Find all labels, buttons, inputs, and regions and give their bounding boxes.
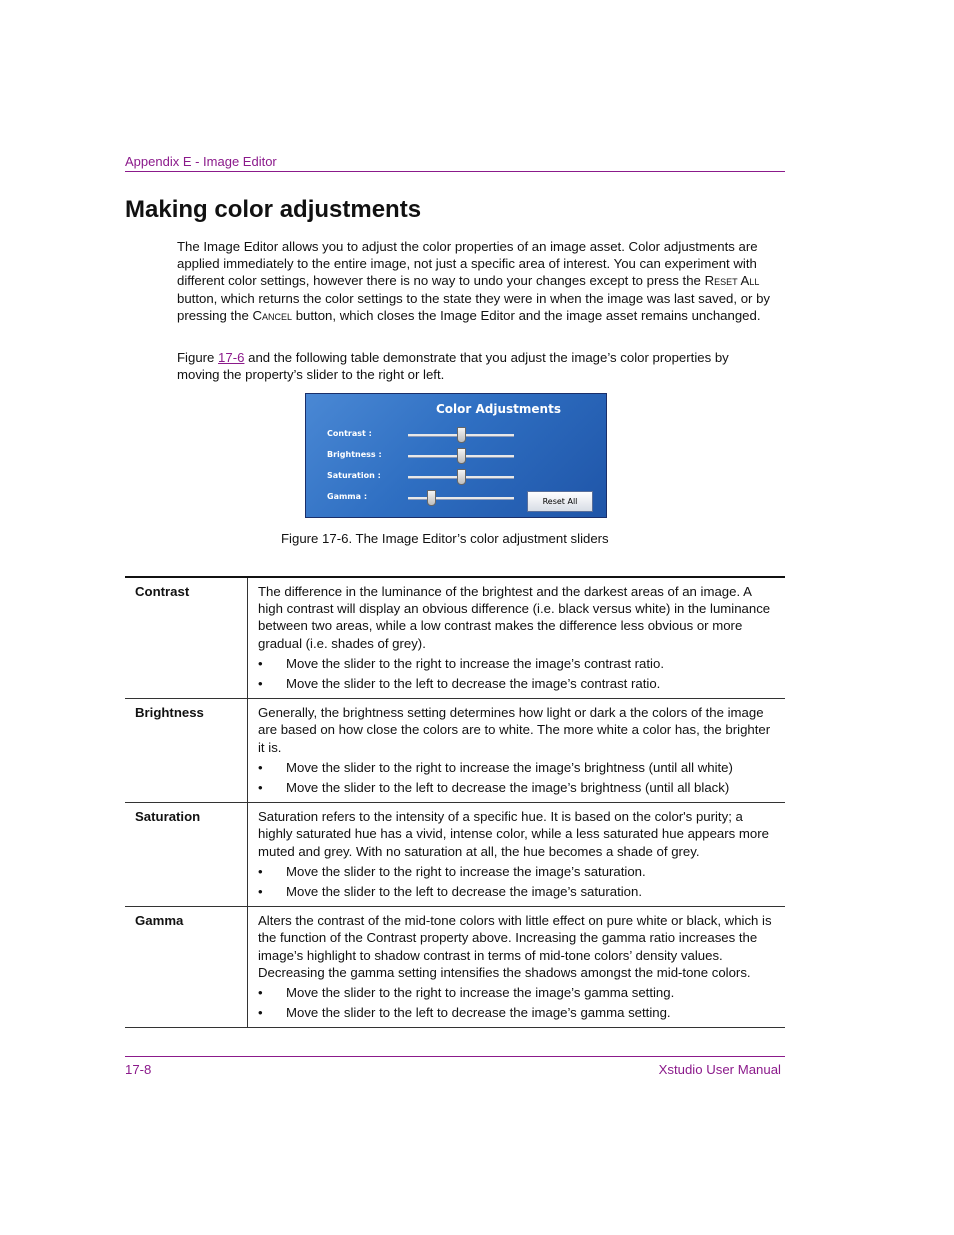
bullet-text: Move the slider to the left to decrease the image’s saturation. (286, 884, 643, 900)
bullet-marker: • (258, 780, 263, 796)
property-description-text: Saturation refers to the intensity of a specific hue. It is based on the color's purity; a highly saturated hue has a vivid, intense color, while a less saturated hue appears more muted and grey. With no saturation at all, the hue becomes a shade of grey. (258, 809, 769, 859)
property-description (248, 699, 785, 802)
page-number: 17-8 (125, 1062, 152, 1077)
intro-text-2: button, which returns the color settings to the state they were in when the image was last saved, or by pressing the (177, 290, 771, 323)
contrast-slider-thumb[interactable] (457, 427, 466, 443)
cancel-reference: Cancel (252, 307, 293, 323)
saturation-slider-row (327, 468, 607, 488)
property-description (248, 907, 785, 1027)
figure-link[interactable]: 17-6 (218, 350, 245, 365)
brightness-slider-track[interactable] (408, 455, 514, 458)
properties-table (125, 576, 785, 1028)
panel-title: Color Adjustments (436, 402, 561, 416)
bullet-text: Move the slider to the right to increase the image’s brightness (until all white) (286, 759, 733, 775)
manual-title: Xstudio User Manual (658, 1062, 781, 1077)
intro-paragraph (177, 238, 777, 324)
gamma-slider-thumb[interactable] (427, 490, 436, 506)
bullet-marker: • (258, 655, 263, 671)
property-name: Gamma (125, 907, 248, 1027)
bullet-marker: • (258, 863, 263, 879)
reset-all-button[interactable]: Reset All (527, 491, 593, 512)
intro-text-1: The Image Editor allows you to adjust the color properties of an image asset. Color adjustments are applied immediately to the entire image, not just a specific area of interest. You can experiment with different color settings, however there is no way to undo your changes except to press the (177, 239, 758, 289)
list-item (258, 863, 775, 880)
table-row (125, 699, 785, 803)
bullet-text: Move the slider to the right to increase the image’s saturation. (286, 863, 646, 879)
property-description-text: The difference in the luminance of the brightest and the darkest areas of an image. A high contrast will display an obvious difference (i.e. black versus white) in the luminance between two areas, while a low contrast makes the difference less obvious or more gradual (i.e. shades of grey). (258, 584, 771, 651)
contrast-slider-label: Contrast : (327, 429, 372, 438)
table-row (125, 803, 785, 907)
page-title: Making color adjustments (125, 196, 422, 223)
saturation-slider-thumb[interactable] (457, 469, 466, 485)
property-description-text: Alters the contrast of the mid-tone colors with little effect on pure white or black, which is the function of the Contrast property above. Increasing the gamma ratio increases the image’s highlight to shadow contrast in terms of mid-tone colors’ density values. Decreasing the gamma setting intensifies the shadows amongst the mid-tone colors. (258, 913, 772, 980)
brightness-slider-thumb[interactable] (457, 448, 466, 464)
bullet-text: Move the slider to the left to decrease the image’s contrast ratio. (286, 676, 661, 692)
bullet-marker: • (258, 759, 263, 775)
bullet-marker: • (258, 676, 263, 692)
gamma-slider-label: Gamma : (327, 492, 368, 501)
table-row (125, 907, 785, 1028)
property-description (248, 803, 785, 906)
property-name: Contrast (125, 578, 248, 698)
figure-reference-paragraph (177, 349, 742, 383)
figure-ref-text-2: and the following table demonstrate that you adjust the image’s color properties by moving the property’s slider to the right or left. (177, 350, 729, 383)
bullet-text: Move the slider to the left to decrease the image’s gamma setting. (286, 1005, 671, 1021)
list-item (258, 1004, 775, 1021)
page-footer (125, 1056, 785, 1077)
color-adjustments-panel (305, 393, 607, 518)
intro-text-3: button, which closes the Image Editor and the image asset remains unchanged. (292, 307, 761, 323)
list-item (258, 675, 775, 692)
property-description-text: Generally, the brightness setting determines how light or dark a the colors of the image are based on how close the colors are to white. The more white a color has, the brighter it is. (258, 705, 771, 755)
contrast-slider-track[interactable] (408, 434, 514, 437)
brightness-slider-label: Brightness : (327, 450, 382, 459)
reset-all-reference: Reset All (704, 273, 760, 289)
saturation-slider-label: Saturation : (327, 471, 381, 480)
table-row (125, 578, 785, 699)
saturation-slider-track[interactable] (408, 476, 514, 479)
property-name: Saturation (125, 803, 248, 906)
bullet-marker: • (258, 1005, 263, 1021)
running-header: Appendix E - Image Editor (125, 154, 785, 172)
bullet-marker: • (258, 884, 263, 900)
figure-ref-text-1: Figure (177, 350, 219, 365)
list-item (258, 984, 775, 1001)
figure-caption: Figure 17-6. The Image Editor’s color adjustment sliders (281, 531, 609, 546)
bullet-text: Move the slider to the left to decrease the image’s brightness (until all black) (286, 780, 730, 796)
brightness-slider-row (327, 447, 607, 467)
list-item (258, 779, 775, 796)
gamma-slider-track[interactable] (408, 497, 514, 500)
contrast-slider-row (327, 426, 607, 446)
list-item (258, 655, 775, 672)
list-item (258, 883, 775, 900)
list-item (258, 759, 775, 776)
bullet-marker: • (258, 985, 263, 1001)
property-name: Brightness (125, 699, 248, 802)
property-description (248, 578, 785, 698)
bullet-text: Move the slider to the right to increase the image’s contrast ratio. (286, 655, 664, 671)
bullet-text: Move the slider to the right to increase the image’s gamma setting. (286, 985, 675, 1001)
